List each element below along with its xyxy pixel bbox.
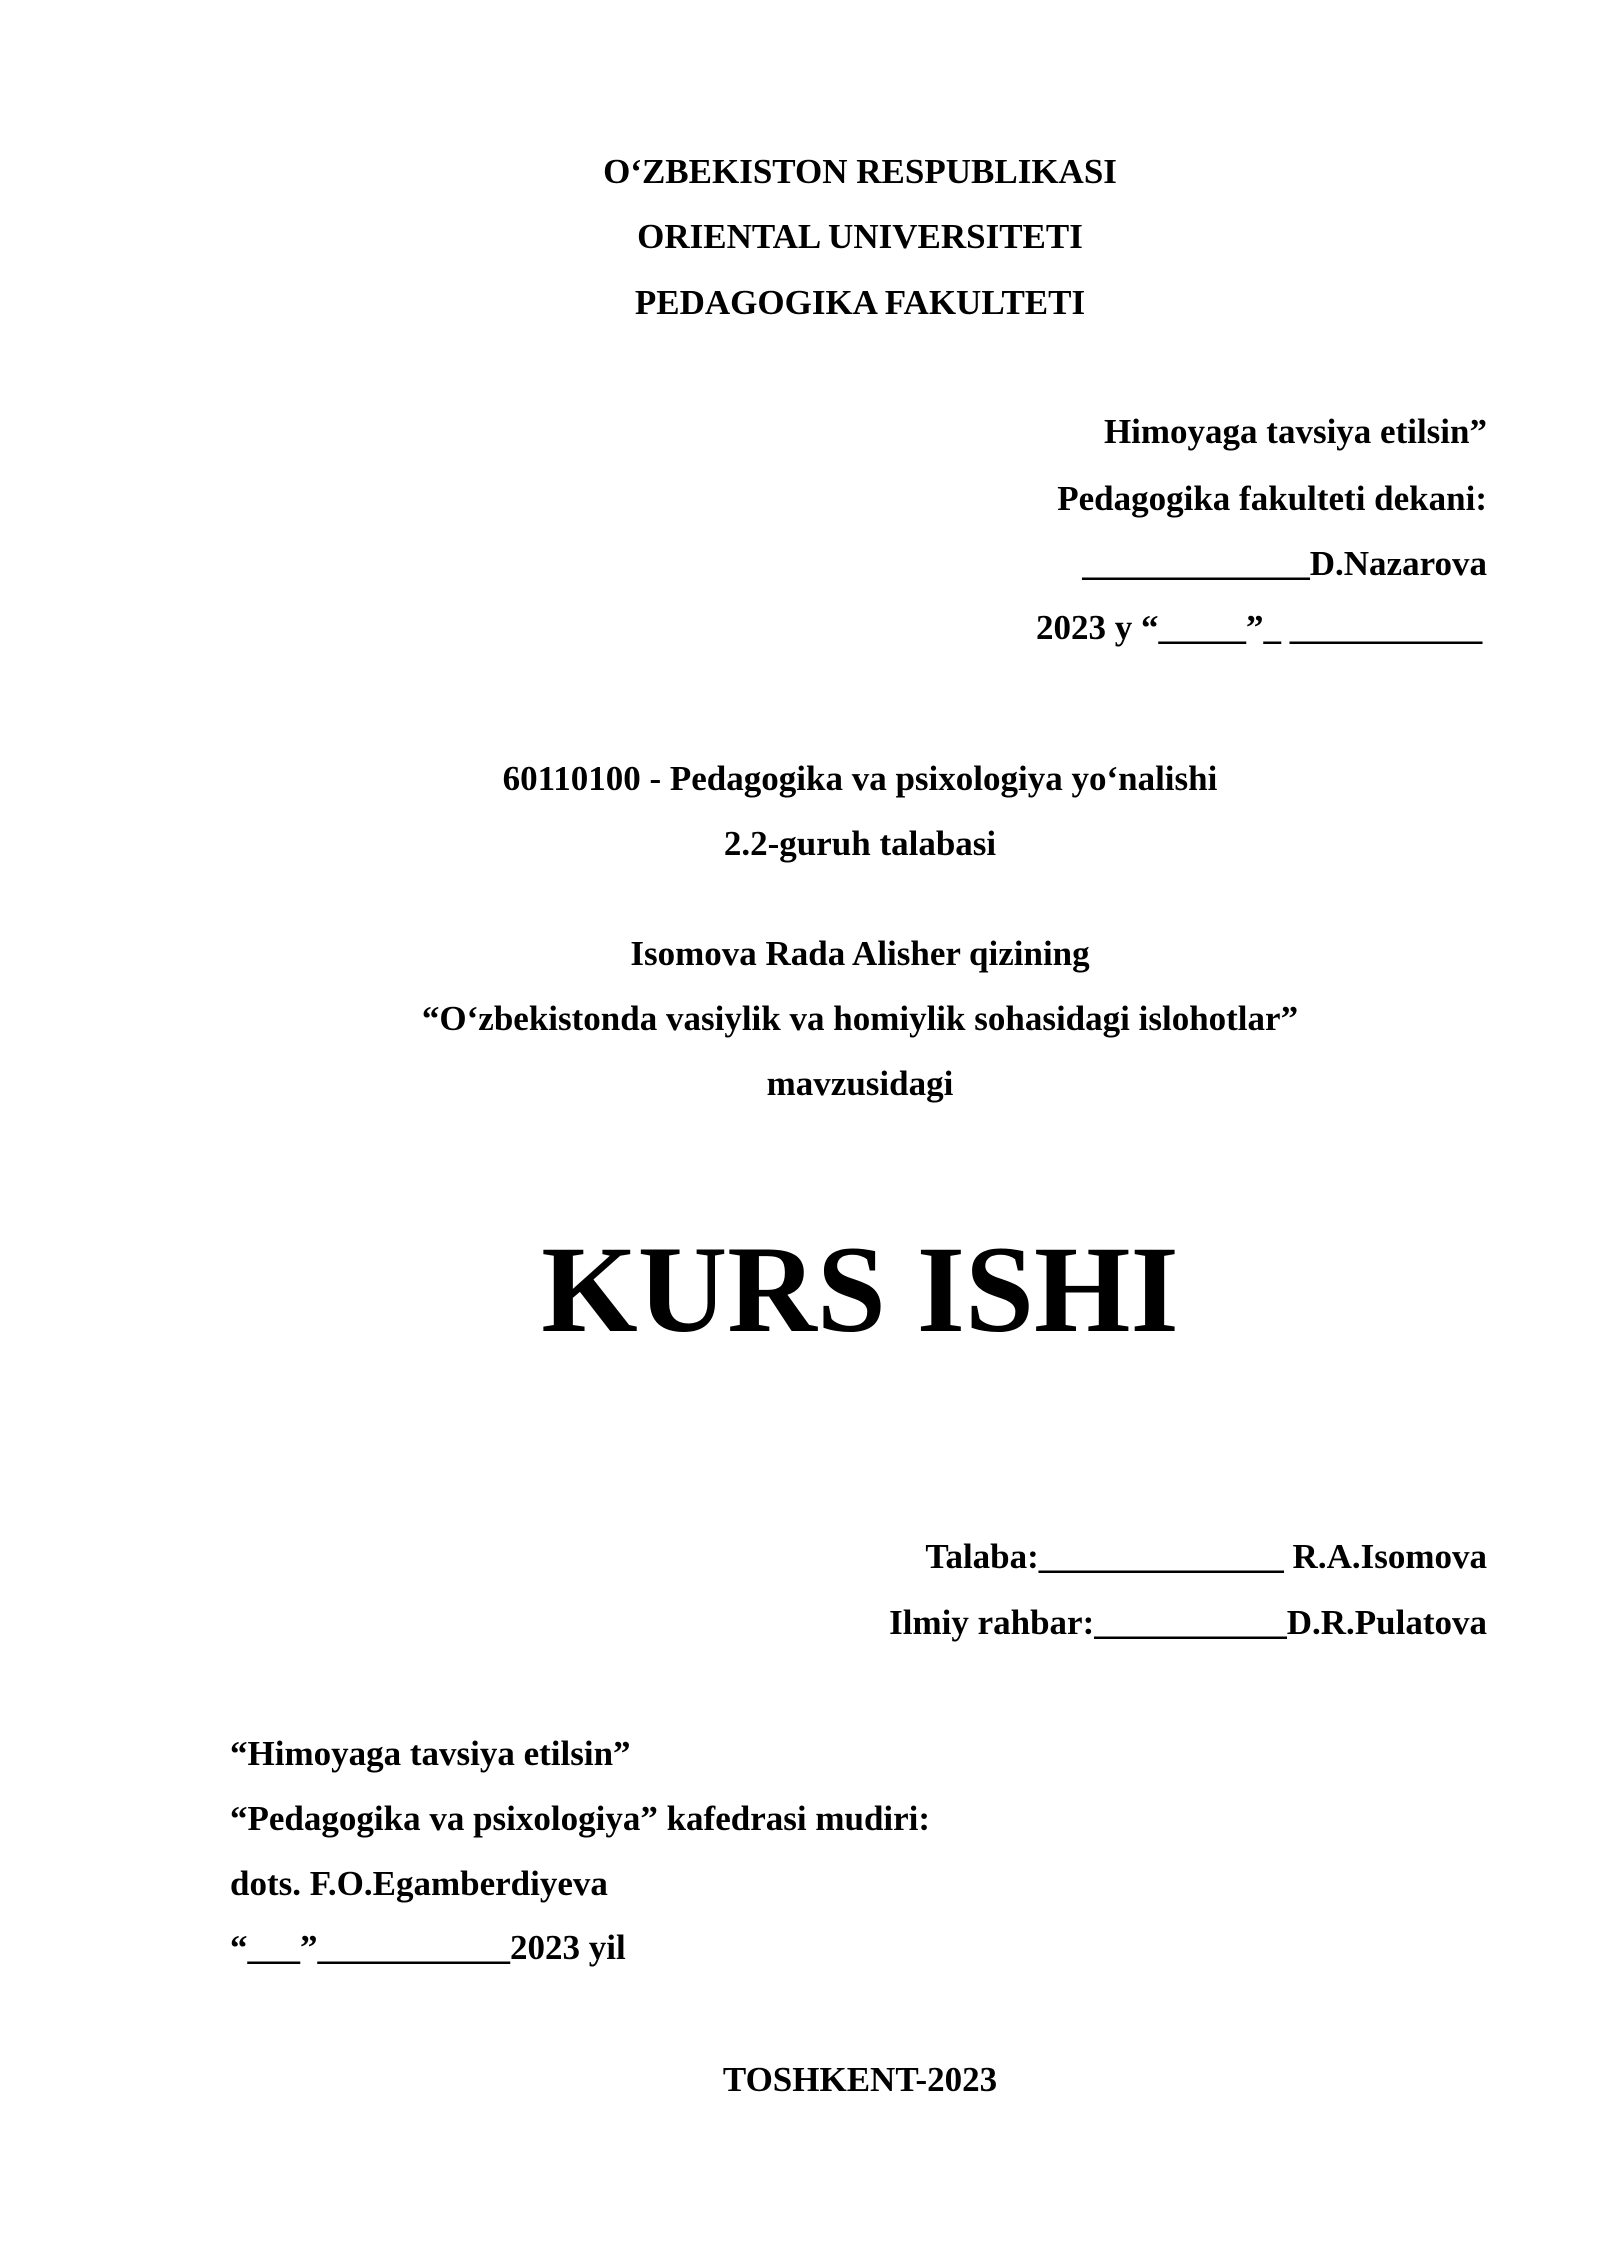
- department-approval-title: “Pedagogika va psixologiya” kafedrasi mudiri:: [230, 1799, 931, 1838]
- dean-approval-recommend: Himoyaga tavsiya etilsin”: [1103, 412, 1487, 451]
- header-faculty: PEDAGOGIKA FAKULTETI: [634, 283, 1086, 322]
- dean-approval-title: Pedagogika fakulteti dekani:: [1057, 479, 1487, 518]
- city-year: TOSHKENT-2023: [722, 2060, 998, 2099]
- department-head-name: dots. F.O.Egamberdiyeva: [230, 1864, 608, 1903]
- program-line: 60110100 - Pedagogika va psixologiya yo‘nalishi: [502, 759, 1218, 798]
- department-approval-recommend: “Himoyaga tavsiya etilsin”: [230, 1734, 631, 1773]
- document-title: KURS ISHI: [541, 1221, 1179, 1358]
- topic-suffix-line: mavzusidagi: [766, 1064, 954, 1103]
- group-line: 2.2-guruh talabasi: [723, 824, 997, 863]
- student-name-line: Isomova Rada Alisher qizining: [630, 934, 1090, 973]
- student-signature: Talaba:______________ R.A.Isomova: [925, 1537, 1487, 1576]
- advisor-signature: Ilmiy rahbar:___________D.R.Pulatova: [889, 1603, 1487, 1642]
- dean-approval-date: 2023 y “_____”_ ___________: [1036, 608, 1483, 647]
- header-country: O‘ZBEKISTON RESPUBLIKASI: [603, 152, 1117, 191]
- department-approval-date: “___”___________2023 yil: [230, 1928, 626, 1967]
- dean-approval-signature: _____________D.Nazarova: [1082, 544, 1487, 583]
- topic-line: “O‘zbekistonda vasiylik va homiylik sohasidagi islohotlar”: [421, 999, 1299, 1038]
- header-university: ORIENTAL UNIVERSITETI: [637, 217, 1083, 256]
